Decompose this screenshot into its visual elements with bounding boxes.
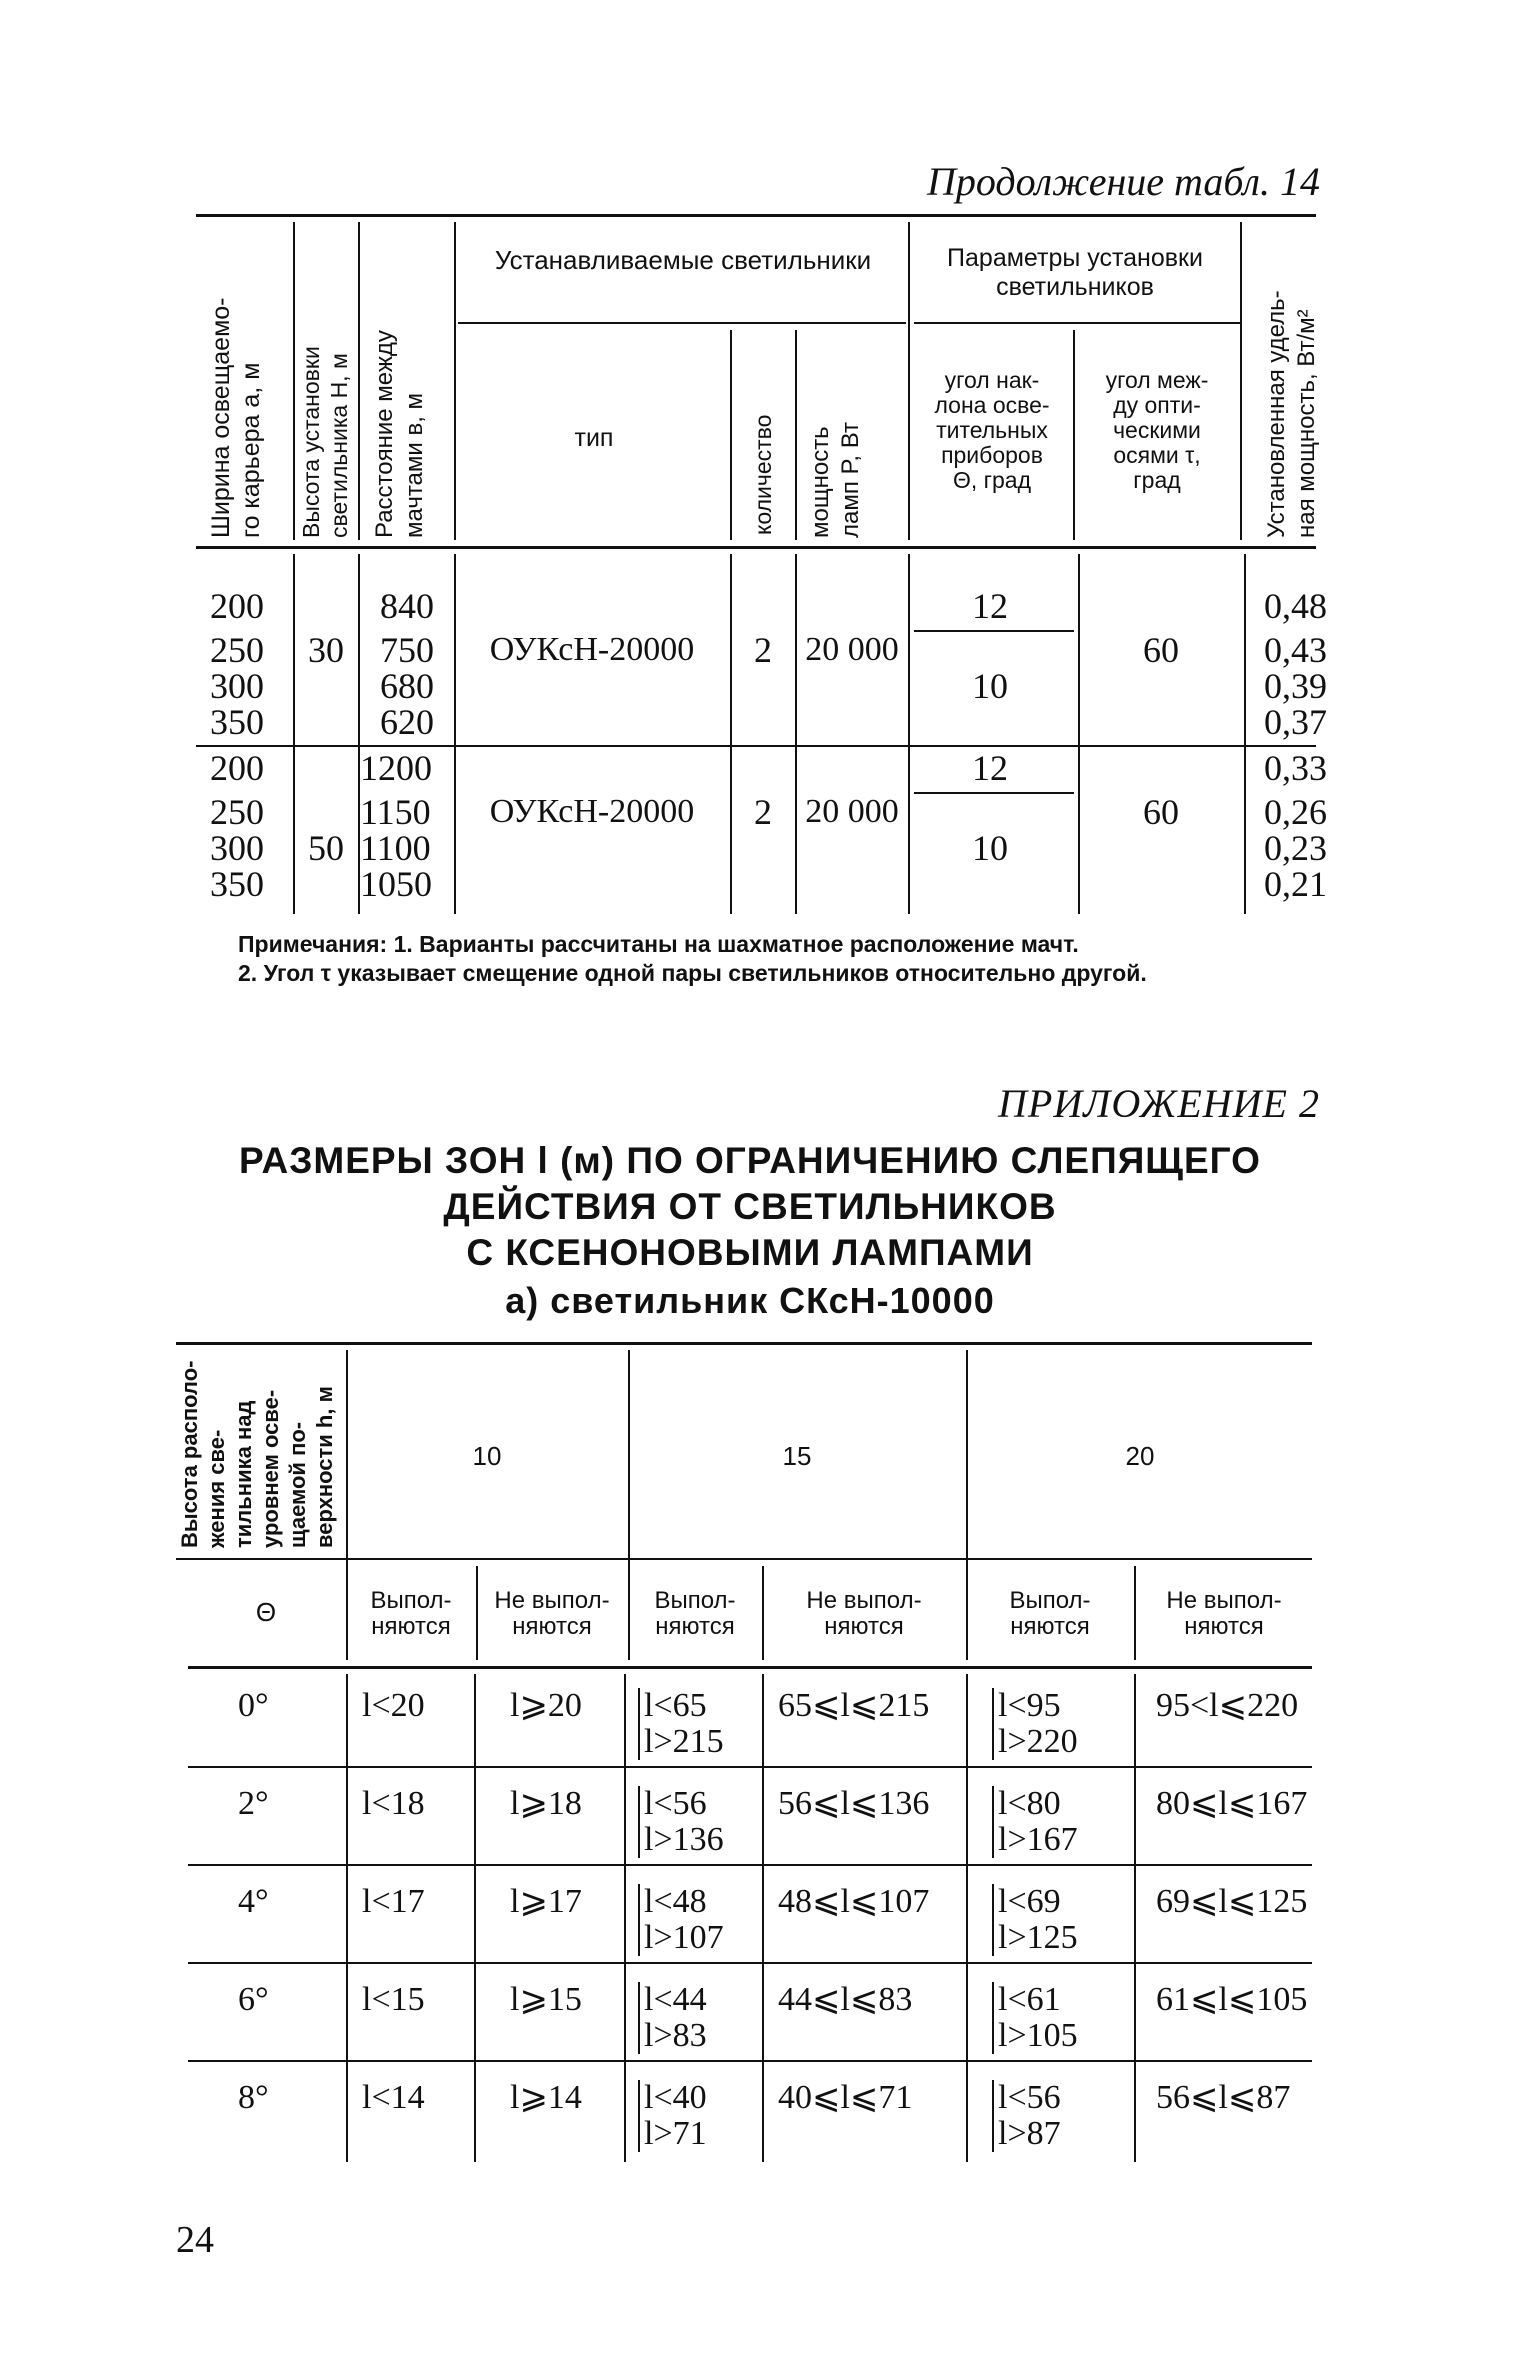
- height-value: 50: [308, 828, 344, 868]
- count-value: 2: [754, 630, 772, 670]
- col-divider: [1240, 222, 1242, 540]
- table-cell: l<56 l>87: [992, 2080, 1061, 2152]
- height-header-15: 15: [782, 1441, 812, 1471]
- not-met-header: Не выпол- няются: [806, 1587, 922, 1640]
- table-cell: 61⩽l⩽105: [1156, 1981, 1308, 2018]
- table-cell: 56⩽l⩽87: [1156, 2079, 1291, 2116]
- col-divider: [966, 1674, 968, 2162]
- header-tilt: угол нак- лона осве- тительных приборов Θ, град: [934, 367, 1050, 493]
- tilt-value: 12: [972, 586, 1008, 626]
- col-divider: [1244, 554, 1246, 914]
- theta-header: Θ: [255, 1597, 277, 1627]
- not-met-header: Не выпол- няются: [494, 1587, 610, 1640]
- col-divider: [730, 330, 732, 540]
- table-cell: 56⩽l⩽136: [778, 1785, 930, 1822]
- table-cell: l<40 l>71: [638, 2080, 707, 2152]
- header-type: тип: [574, 424, 614, 452]
- table-cell: 69⩽l⩽125: [1156, 1883, 1308, 1920]
- col-divider: [624, 1674, 626, 2162]
- appendix-label: ПРИЛОЖЕНИЕ 2: [998, 1081, 1320, 1126]
- angle-cell: 2°: [238, 1785, 269, 1822]
- table-cell: 48⩽l⩽107: [778, 1883, 930, 1920]
- col-divider: [795, 330, 797, 540]
- table-cell: l<56 l>136: [638, 1786, 724, 1858]
- tilt-divider: [914, 630, 1074, 632]
- table-cell: 40⩽l⩽71: [778, 2079, 913, 2116]
- power-value: 20 000: [805, 793, 899, 830]
- table-cell: l⩾14: [510, 2079, 582, 2116]
- installed-power-value: 0,21: [1264, 864, 1327, 904]
- table-cell: l<61 l>105: [992, 1982, 1078, 2054]
- not-met-header: Не выпол- няются: [1166, 1587, 1282, 1640]
- row-separator: [188, 1864, 1312, 1866]
- width-value: 200: [210, 586, 264, 626]
- col-divider: [730, 554, 732, 914]
- table-cell: l<18: [362, 1785, 425, 1822]
- tilt-value: 10: [972, 828, 1008, 868]
- installed-power-value: 0,48: [1264, 586, 1327, 626]
- header-axis-angle: угол меж- ду опти- ческими осями τ, град: [1105, 367, 1209, 493]
- angle-cell: 8°: [238, 2079, 269, 2116]
- table-cell: l<15: [362, 1981, 425, 2018]
- header-count: количество: [750, 414, 776, 535]
- header-params-group: Параметры установки светильников: [947, 244, 1203, 301]
- header-lights-group: Устанавливаемые светильники: [494, 245, 872, 275]
- header-power: мощность ламп P, Вт: [807, 422, 864, 538]
- header-height: Высота установки светильника H, м: [298, 346, 352, 538]
- table-caption: Продолжение табл. 14: [926, 159, 1320, 204]
- appendix-subtitle: а) светильник СКсН-10000: [505, 1280, 995, 1321]
- col-divider: [1078, 554, 1080, 914]
- col-divider: [454, 554, 456, 914]
- page-number: 24: [176, 2219, 214, 2261]
- installed-power-value: 0,39: [1264, 666, 1327, 706]
- table-cell: l⩾15: [510, 1981, 582, 2018]
- table-cell: l<80 l>167: [992, 1786, 1078, 1858]
- axis-angle-value: 60: [1143, 630, 1179, 670]
- col-divider: [762, 1674, 764, 2162]
- col-divider: [454, 222, 456, 540]
- appendix-title-line-1: РАЗМЕРЫ ЗОН l (м) ПО ОГРАНИЧЕНИЮ СЛЕПЯЩЕГО: [239, 1140, 1261, 1181]
- table14-note-2: 2. Угол τ указывает смещение одной пары светильников относительно другой.: [238, 960, 1147, 986]
- table14-group-divider: [196, 745, 1316, 747]
- distance-value: 680: [380, 666, 434, 706]
- distance-value: 1150: [360, 792, 431, 832]
- col-divider: [1073, 330, 1075, 540]
- distance-value: 840: [380, 586, 434, 626]
- table2-header-bottom-rule: [188, 1666, 1312, 1669]
- appendix-title-line-2: ДЕЙСТВИЯ ОТ СВЕТИЛЬНИКОВ: [443, 1186, 1057, 1227]
- type-value: ОУКсН-20000: [489, 793, 695, 830]
- row-separator: [188, 1962, 1312, 1964]
- height-header-10: 10: [472, 1441, 502, 1471]
- table-cell: l⩾18: [510, 1785, 582, 1822]
- distance-value: 620: [380, 702, 434, 742]
- count-value: 2: [754, 792, 772, 832]
- table-cell: 80⩽l⩽167: [1156, 1785, 1308, 1822]
- distance-value: 750: [380, 630, 434, 670]
- table-cell: l<69 l>125: [992, 1884, 1078, 1956]
- width-value: 350: [210, 864, 264, 904]
- table-cell: 65⩽l⩽215: [778, 1687, 930, 1724]
- tilt-value: 10: [972, 666, 1008, 706]
- distance-value: 1200: [360, 748, 432, 788]
- col-divider: [358, 222, 360, 540]
- angle-cell: 0°: [238, 1687, 269, 1724]
- col-divider: [293, 222, 295, 540]
- distance-value: 1100: [360, 828, 431, 868]
- header-mount-height: Высота располо- жения све- тильника над уровнем осве- щаемой по- верхности h, м: [177, 1360, 337, 1548]
- tilt-divider: [914, 792, 1074, 794]
- table-cell: l⩾20: [510, 1687, 582, 1724]
- col-divider: [1134, 1674, 1136, 2162]
- table-cell: l<17: [362, 1883, 425, 1920]
- col-divider: [795, 554, 797, 914]
- table14-top-rule: [196, 214, 1316, 217]
- table14-note-1: Примечания: 1. Варианты рассчитаны на шахматное расположение мачт.: [238, 931, 1079, 957]
- table-cell: l⩾17: [510, 1883, 582, 1920]
- installed-power-value: 0,37: [1264, 702, 1327, 742]
- installed-power-value: 0,23: [1264, 828, 1327, 868]
- header-width: Ширина освещаемо- го карьера a, м: [207, 297, 265, 538]
- appendix-title-line-3: С КСЕНОНОВЫМИ ЛАМПАМИ: [466, 1232, 1034, 1273]
- installed-power-value: 0,43: [1264, 630, 1327, 670]
- row-separator: [188, 2060, 1312, 2062]
- table14-header-bottom-rule: [196, 546, 1316, 549]
- met-header: Выпол- няются: [1009, 1587, 1091, 1640]
- table14-subheader-rule-2: [914, 322, 1240, 324]
- width-value: 300: [210, 828, 264, 868]
- height-value: 30: [308, 630, 344, 670]
- width-value: 250: [210, 792, 264, 832]
- table-cell: l<65 l>215: [638, 1688, 724, 1760]
- installed-power-value: 0,33: [1264, 748, 1327, 788]
- table-cell: l<44 l>83: [638, 1982, 707, 2054]
- table-cell: 44⩽l⩽83: [778, 1981, 913, 2018]
- type-value: ОУКсН-20000: [489, 631, 695, 668]
- width-value: 250: [210, 630, 264, 670]
- axis-angle-value: 60: [1143, 792, 1179, 832]
- table-cell: l<20: [362, 1687, 425, 1724]
- col-divider: [908, 222, 910, 540]
- width-value: 350: [210, 702, 264, 742]
- header-installed-power: Установленная удель- ная мощность, Вт/м²: [1263, 290, 1320, 538]
- height-header-20: 20: [1125, 1441, 1155, 1471]
- distance-value: 1050: [360, 864, 432, 904]
- tilt-value: 12: [972, 748, 1008, 788]
- installed-power-value: 0,26: [1264, 792, 1327, 832]
- met-header: Выпол- няются: [654, 1587, 736, 1640]
- table14-subheader-rule-1: [458, 322, 906, 324]
- table-cell: l<95 l>220: [992, 1688, 1078, 1760]
- width-value: 300: [210, 666, 264, 706]
- power-value: 20 000: [805, 631, 899, 668]
- table2-top-rule: [176, 1342, 1312, 1345]
- table-cell: 95<l⩽220: [1156, 1687, 1299, 1724]
- angle-cell: 4°: [238, 1883, 269, 1920]
- table-cell: l<48 l>107: [638, 1884, 724, 1956]
- col-divider: [346, 1674, 348, 2162]
- header-distance: Расстояние между мачтами в, м: [371, 330, 428, 538]
- table-cell: l<14: [362, 2079, 425, 2116]
- met-header: Выпол- няются: [370, 1587, 452, 1640]
- width-value: 200: [210, 748, 264, 788]
- col-divider: [474, 1674, 476, 2162]
- row-separator: [188, 1766, 1312, 1768]
- angle-cell: 6°: [238, 1981, 269, 2018]
